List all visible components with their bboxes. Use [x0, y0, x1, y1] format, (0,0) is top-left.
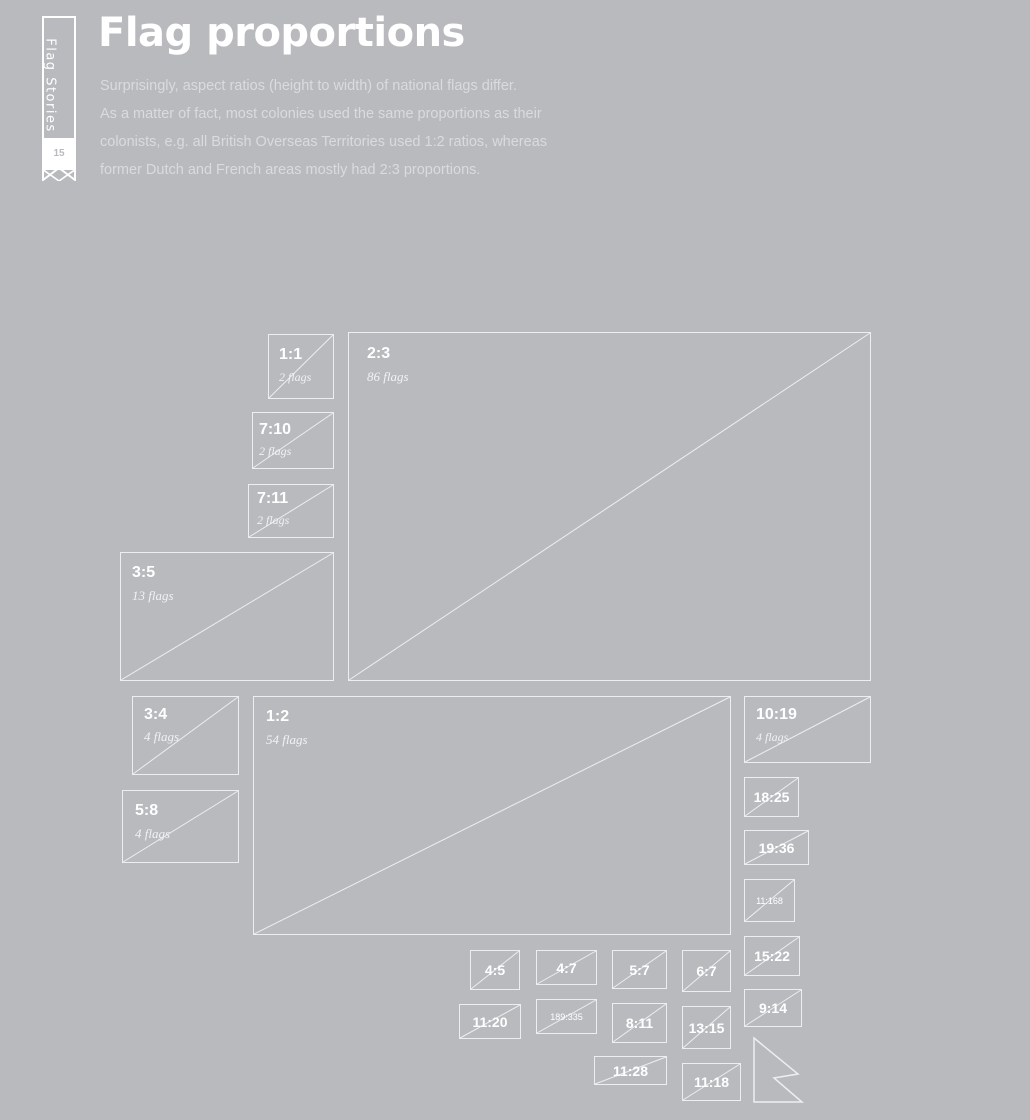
flag-count: 54 flags — [266, 732, 308, 747]
flag-13-15 — [682, 1006, 731, 1049]
flag-ratio: 5:7 — [629, 961, 650, 978]
flag-ratio: 4:5 — [484, 962, 506, 978]
page-title: Flag proportions — [98, 10, 465, 56]
flag-ratio: 8:11 — [625, 1015, 654, 1031]
flag-ratio: 2:3 — [367, 345, 391, 362]
flag-ratio: 3:4 — [144, 706, 168, 723]
flag-ratio: 11:28 — [612, 1062, 649, 1079]
flag-count: 4 flags — [756, 730, 789, 744]
flag-ratio: 1:2 — [266, 708, 290, 725]
flag-3-4 — [132, 696, 239, 775]
flag-1-2 — [253, 696, 731, 935]
flag-ratio: 19:36 — [758, 839, 795, 856]
flag-8-11 — [612, 1003, 667, 1043]
intro-line: Surprisingly, aspect ratios (height to width) of national flags differ. — [100, 78, 517, 94]
flag-5-8 — [122, 790, 239, 863]
flag-count: 4 flags — [135, 826, 171, 841]
pennant-flag-icon — [752, 1036, 804, 1104]
flag-ratio: 3:5 — [132, 564, 156, 581]
flag-3-5 — [120, 552, 334, 681]
diagonal-line — [349, 333, 870, 680]
flag-ratio: 18:25 — [753, 789, 790, 805]
diagonal-line — [269, 335, 333, 398]
flag-count: 2 flags — [279, 370, 312, 384]
flag-189-335 — [536, 999, 597, 1034]
flag-count: 86 flags — [367, 369, 409, 384]
bookmark-ribbon — [42, 16, 76, 181]
flag-2-3 — [348, 332, 871, 681]
page-number: 15 — [53, 148, 65, 159]
flag-ratio: 1:1 — [279, 346, 303, 363]
flag-4-7 — [536, 950, 597, 985]
flag-count: 2 flags — [257, 513, 290, 527]
diagonal-line — [254, 697, 730, 934]
flag-ratio: 13:15 — [688, 1019, 725, 1036]
flag-4-5 — [470, 950, 520, 990]
flag-15-22 — [744, 936, 800, 976]
flag-10-19 — [744, 696, 871, 763]
flag-9-14 — [744, 989, 802, 1027]
flag-count: 4 flags — [144, 729, 180, 744]
flag-ratio: 11:168 — [756, 895, 783, 906]
flag-11-20 — [459, 1004, 521, 1039]
flag-ratio: 189:335 — [550, 1011, 583, 1022]
flag-1-1 — [268, 334, 334, 399]
flag-count: 2 flags — [259, 444, 292, 458]
flag-ratio: 11:20 — [472, 1013, 508, 1030]
flag-6-7 — [682, 950, 731, 992]
series-label: Flag Stories — [42, 38, 58, 133]
flag-19-36 — [744, 830, 809, 865]
flag-ratio: 6:7 — [696, 963, 717, 979]
flag-7-11 — [248, 484, 334, 538]
flag-ratio: 7:10 — [259, 421, 292, 438]
intro-line: As a matter of fact, most colonies used the same proportions as their — [100, 106, 542, 122]
flag-5-7 — [612, 950, 667, 989]
flag-11-28 — [594, 1056, 667, 1085]
flag-11-168 — [744, 879, 795, 922]
intro-line: colonists, e.g. all British Overseas Territories used 1:2 ratios, whereas — [100, 134, 548, 150]
flag-7-10 — [252, 412, 334, 469]
flag-ratio: 10:19 — [756, 706, 797, 723]
flag-11-18 — [682, 1063, 741, 1101]
flag-ratio: 5:8 — [135, 802, 159, 819]
flag-ratio: 15:22 — [754, 948, 790, 964]
flag-count: 13 flags — [132, 588, 174, 603]
flag-ratio: 7:11 — [257, 490, 289, 507]
intro-paragraph — [100, 72, 660, 184]
intro-line: former Dutch and French areas mostly had 2:3 proportions. — [100, 162, 481, 178]
flag-ratio: 4:7 — [556, 959, 577, 976]
flag-ratio: 9:14 — [758, 1000, 788, 1016]
flag-18-25 — [744, 777, 799, 817]
flag-ratio: 11:18 — [693, 1074, 730, 1090]
